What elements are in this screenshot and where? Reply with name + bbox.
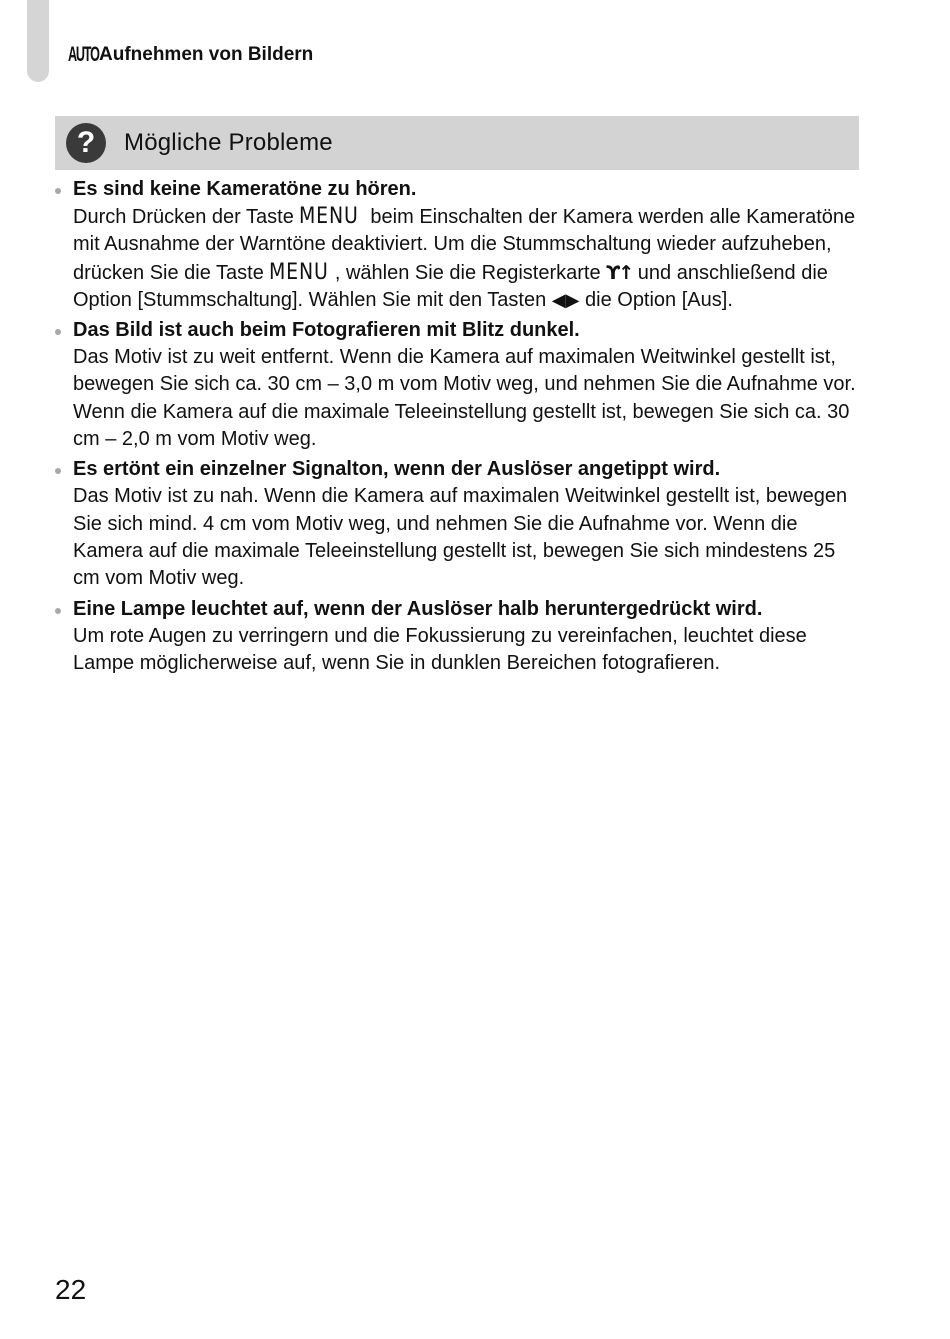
problem-list — [55, 176, 865, 680]
bullet — [55, 188, 61, 194]
item-title: Das Bild ist auch beim Fotografieren mit Blitz dunkel. — [73, 319, 580, 342]
left-right-arrows-icon: ◀▶ — [551, 289, 580, 310]
question-icon: ? — [66, 123, 106, 163]
chapter-tab — [27, 0, 49, 82]
item-body: Um rote Augen zu verringern und die Fokussierung zu vereinfachen, leuchtet diese Lampe möglicherweise auf, wenn Sie in dunklen Bereichen fotografieren. — [73, 624, 807, 674]
item-body: Das Motiv ist zu nah. Wenn die Kamera auf maximalen Weitwinkel gestellt ist, bewegen Sie sich mind. 4 cm vom Motiv weg, und nehmen Sie die Aufnahme vor. Wenn die Kamera auf die maximale Teleeinstellung gestellt ist, bewegen Sie sich mindestens 25 cm vom Motiv weg. — [73, 485, 848, 590]
banner-title: Mögliche Probleme — [124, 129, 333, 156]
running-header — [68, 43, 313, 67]
page-number: 22 — [55, 1274, 87, 1305]
item-title: Es sind keine Kameratöne zu hören. — [73, 178, 417, 200]
tools-tab-icon: ϒ↑ — [606, 261, 633, 284]
menu-button-icon: MENU — [299, 204, 360, 229]
list-item — [55, 176, 865, 314]
body-text: , wählen Sie die Registerkarte — [334, 261, 607, 284]
troubleshooting-banner — [55, 116, 859, 170]
item-title: Eine Lampe leuchtet auf, wenn der Auslöser halb heruntergedrückt wird. — [73, 597, 763, 620]
body-text: beim Einschalten der Kamera werden alle Kameratöne mit Ausnahme der Warntöne deaktiviert. Um die Stummschaltung wieder aufzuheben, drücken Sie die Taste — [73, 206, 856, 284]
item-body: Das Motiv ist zu weit entfernt. Wenn die Kamera auf maximalen Weitwinkel gestellt ist, bewegen Sie sich ca. 30 cm – 3,0 m vom Motiv weg, und nehmen Sie die Aufnahme vor. Wenn die Kamera auf die maximale Teleeinstellung gestellt ist, bewegen Sie sich ca. 30 cm – 2,0 m vom Motiv weg. — [73, 346, 856, 451]
list-item — [55, 596, 865, 678]
item-title: Es ertönt ein einzelner Signalton, wenn der Auslöser angetippt wird. — [73, 458, 721, 481]
body-text: und anschließend die Option [Stummschaltung]. Wählen Sie mit den Tasten — [73, 261, 828, 311]
item-body — [73, 203, 865, 314]
bullet — [55, 608, 61, 614]
list-item — [55, 456, 865, 592]
menu-button-icon: MENU — [269, 259, 330, 285]
auto-mode-icon: AUTO — [68, 43, 99, 66]
section-title: Aufnehmen von Bildern — [99, 44, 314, 65]
bullet — [55, 329, 61, 335]
list-item — [55, 317, 865, 453]
body-text: Durch Drücken der Taste — [73, 206, 300, 228]
bullet — [55, 468, 61, 474]
body-text: die Option [Aus]. — [579, 288, 733, 311]
